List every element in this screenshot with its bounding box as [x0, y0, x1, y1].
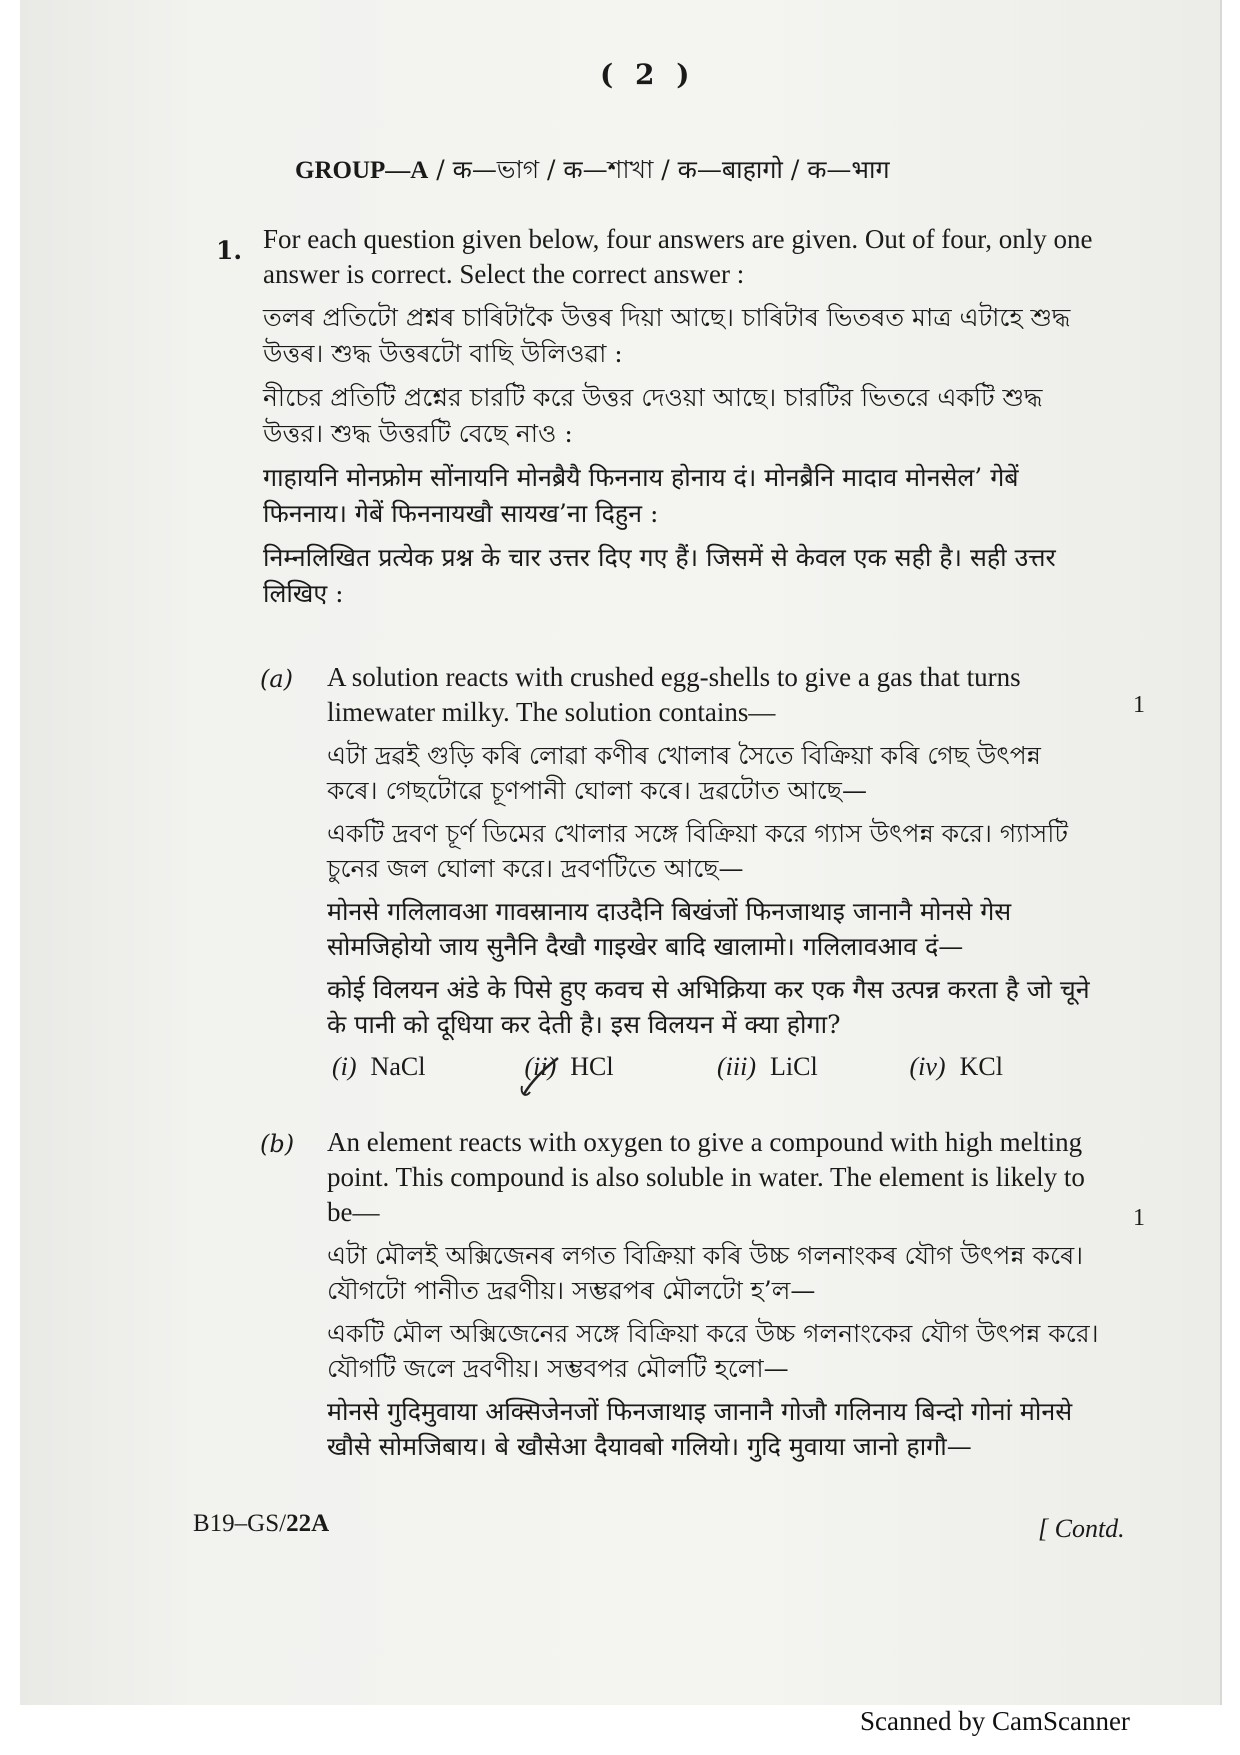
option-i-num: (i) [332, 1052, 357, 1081]
paper-code-prefix: B19–GS/ [193, 1510, 287, 1537]
option-i-text: NaCl [370, 1052, 426, 1081]
exam-page [20, 0, 1222, 1705]
pen-tick-mark [518, 1054, 564, 1100]
paper-code [193, 1510, 329, 1538]
continued-label: [ Contd. [1038, 1514, 1125, 1543]
part-a-hindi: कोई विलयन अंडे के पिसे हुए कवच से अभिक्रिया कर एक गैस उत्पन्न करता है जो चूने के पानी को दूधिया कर देती है। इस विलयन में क्या होगा? [327, 975, 1090, 1039]
part-a-bengali: একটি দ্রবণ চূর্ণ ডিমের খোলার সঙ্গে বিক্রিয়া করে গ্যাস উৎপন্ন করে। গ্যাসটি চুনের জল ঘোলা করে। দ্রবণটিতে আছে— [327, 819, 1069, 883]
question-instructions [263, 222, 1103, 620]
part-a-options [332, 1052, 1102, 1082]
group-heading-english: GROUP—A [295, 157, 429, 184]
part-b-label: (b) [260, 1130, 295, 1158]
option-iv [910, 1052, 1103, 1082]
group-heading [295, 150, 890, 193]
page-number: ( 2 ) [600, 58, 696, 91]
part-b-english: An element reacts with oxygen to give a compound with high melting point. This compound is also soluble in water. The element is likely to be— [327, 1127, 1085, 1227]
option-iii-num: (iii) [717, 1052, 756, 1081]
part-b-assamese: এটা মৌলই অক্সিজেনৰ লগত বিক্ৰিয়া কৰি উচ্চ গলনাংকৰ যৌগ উৎপন্ন কৰে। যৌগটো পানীত দ্ৰৱণীয়। সম্ভৱপৰ মৌলটো হ’ল— [327, 1241, 1084, 1305]
part-b-text [327, 1125, 1099, 1472]
option-iii-text: LiCl [770, 1052, 818, 1081]
group-heading-translations: / क—ভাগ / क—শাখা / क—बाहागो / क—भाग [428, 155, 890, 184]
instruction-assamese: তলৰ প্ৰতিটো প্ৰশ্নৰ চাৰিটাকৈ উত্তৰ দিয়া আছে। চাৰিটাৰ ভিতৰত মাত্ৰ এটাহে শুদ্ধ উত্তৰ। শুদ্ধ উত্তৰটো বাছি উলিওৱা : [263, 303, 1071, 368]
part-b-bengali: একটি মৌল অক্সিজেনের সঙ্গে বিক্রিয়া করে উচ্চ গলনাংকের যৌগ উৎপন্ন করে। যৌগটি জলে দ্রবণীয়। সম্ভবপর মৌলটি হলো— [327, 1319, 1099, 1383]
option-iv-num: (iv) [909, 1052, 946, 1081]
scanner-watermark: Scanned by CamScanner [860, 1706, 1130, 1736]
part-a-assamese: এটা দ্ৰৱই গুড়ি কৰি লোৱা কণীৰ খোলাৰ সৈতে বিক্ৰিয়া কৰি গেছ উৎপন্ন কৰে। গেছটোৱে চূণপানী ঘোলা কৰে। দ্ৰৱটোত আছে— [327, 741, 1041, 805]
part-b-marks: 1 [1133, 1205, 1145, 1231]
part-a-text [327, 660, 1099, 1050]
option-iv-text: KCl [959, 1052, 1003, 1081]
instruction-bengali: নীচের প্রতিটি প্রশ্নের চারটি করে উত্তর দেওয়া আছে। চারটির ভিতরে একটি শুদ্ধ উত্তর। শুদ্ধ উত্তরটি বেছে নাও : [263, 383, 1043, 448]
part-a-marks: 1 [1133, 692, 1145, 718]
option-i [332, 1052, 525, 1082]
instruction-bodo: गाहायनि मोनफ्रोम सोंनायनि मोनब्रैयै फिननाय होनाय दं। मोनब्रैनि मादाव मोनसेल’ गेबें फिननाय। गेबें फिननायखौ सायख’ना दिहुन : [263, 463, 1019, 528]
instruction-hindi: निम्नलिखित प्रत्येक प्रश्न के चार उत्तर दिए गए हैं। जिसमें से केवल एक सही है। सही उत्तर लिखिए : [263, 543, 1056, 608]
part-a-bodo: मोनसे गलिलावआ गावस्रानाय दाउदैनि बिखंजों फिनजाथाइ जानानै मोनसे गेस सोमजिहोयो जाय सुनैनि दैखौ गाइखेर बादि खालामो। गलिलावआव दं— [327, 897, 1012, 961]
part-b-bodo: मोनसे गुदिमुवाया अक्सिजेनजों फिनजाथाइ जानानै गोजौ गलिनाय बिन्दो गोनां मोनसे खौसे सोमजिबाय। बे खौसेआ दैयावबो गलियो। गुदि मुवाया जानो हागौ— [327, 1397, 1073, 1461]
option-ii-num: (ii) [524, 1052, 557, 1081]
option-ii-text: HCl [570, 1052, 614, 1081]
option-iii [717, 1052, 910, 1082]
question-number: 1. [216, 236, 243, 265]
part-a-label: (a) [260, 665, 294, 693]
instruction-english: For each question given below, four answers are given. Out of four, only one answer is correct. Select the correct answer : [263, 224, 1093, 289]
paper-code-bold: 22A [286, 1510, 330, 1537]
part-a-english: A solution reacts with crushed egg-shells to give a gas that turns limewater milky. The solution contains— [327, 662, 1021, 727]
